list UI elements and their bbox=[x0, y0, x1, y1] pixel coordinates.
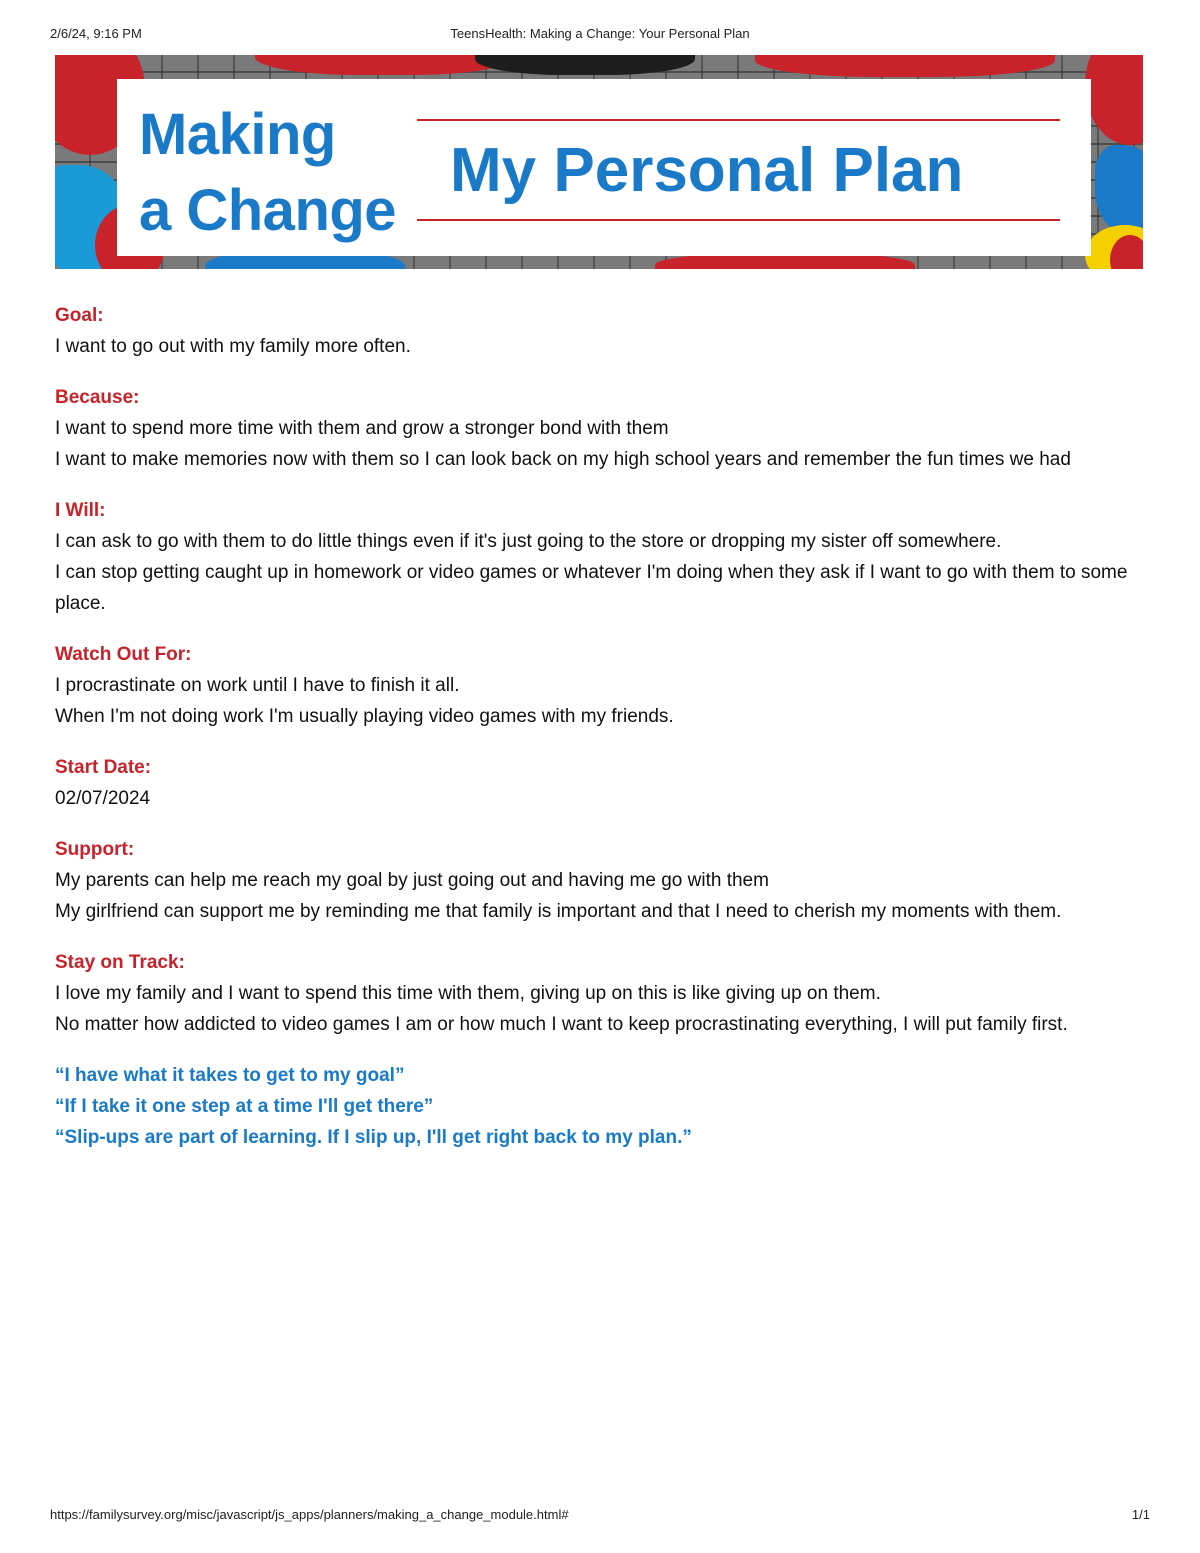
print-datetime: 2/6/24, 9:16 PM bbox=[50, 26, 142, 41]
banner bbox=[55, 55, 1143, 269]
banner-title-line2: a Change bbox=[139, 178, 397, 243]
section-label: Stay on Track: bbox=[55, 952, 185, 973]
section-text: I can stop getting caught up in homework or video games or whatever I'm doing when they ask if I want to go with them to some place. bbox=[55, 562, 1128, 614]
print-footer bbox=[0, 1507, 1200, 1527]
section-text: My parents can help me reach my goal by just going out and having me go with them bbox=[55, 870, 769, 891]
section-text: I can ask to go with them to do little things even if it's just going to the store or dropping my sister off somewhere. bbox=[55, 531, 1002, 552]
banner-title bbox=[139, 97, 396, 249]
banner-title-line1: Making bbox=[139, 102, 336, 167]
plan-section bbox=[55, 382, 1155, 475]
affirmation-quotes bbox=[55, 1060, 1155, 1153]
plan-section bbox=[55, 752, 1155, 814]
plan-section bbox=[55, 639, 1155, 732]
graffiti-shape bbox=[475, 55, 695, 75]
banner-title-card bbox=[117, 79, 1091, 256]
graffiti-shape bbox=[1095, 145, 1143, 235]
plan-section bbox=[55, 947, 1155, 1040]
affirmation-quote: “I have what it takes to get to my goal” bbox=[55, 1065, 405, 1086]
print-header bbox=[0, 26, 1200, 46]
plan-sections bbox=[55, 300, 1155, 1040]
print-page-title: TeensHealth: Making a Change: Your Personal Plan bbox=[450, 26, 750, 41]
plan-content bbox=[55, 300, 1155, 1153]
section-text: No matter how addicted to video games I am or how much I want to keep procrastinating everything, I will put family first. bbox=[55, 1014, 1068, 1035]
section-text: I love my family and I want to spend this time with them, giving up on this is like giving up on them. bbox=[55, 983, 881, 1004]
section-text: I want to spend more time with them and grow a stronger bond with them bbox=[55, 418, 669, 439]
section-text: My girlfriend can support me by reminding me that family is important and that I need to cherish my moments with them. bbox=[55, 901, 1062, 922]
plan-section bbox=[55, 834, 1155, 927]
section-text: I procrastinate on work until I have to finish it all. bbox=[55, 675, 460, 696]
print-page-number: 1/1 bbox=[1131, 1507, 1150, 1522]
graffiti-shape bbox=[755, 55, 1055, 77]
affirmation-quote: “Slip-ups are part of learning. If I slip up, I'll get right back to my plan.” bbox=[55, 1127, 692, 1148]
print-url: https://familysurvey.org/misc/javascript/js_apps/planners/making_a_change_module.html# bbox=[50, 1507, 569, 1522]
section-text: 02/07/2024 bbox=[55, 788, 151, 809]
plan-section bbox=[55, 300, 1155, 362]
banner-subtitle: My Personal Plan bbox=[450, 136, 964, 205]
banner-rule-top bbox=[417, 119, 1060, 121]
section-text: When I'm not doing work I'm usually playing video games with my friends. bbox=[55, 706, 674, 727]
section-label: Watch Out For: bbox=[55, 644, 192, 665]
section-text: I want to make memories now with them so I can look back on my high school years and remember the fun times we had bbox=[55, 449, 1071, 470]
section-label: I Will: bbox=[55, 500, 106, 521]
plan-section bbox=[55, 495, 1155, 619]
banner-rule-bottom bbox=[417, 219, 1060, 221]
graffiti-shape bbox=[1085, 55, 1143, 145]
section-label: Goal: bbox=[55, 305, 104, 326]
section-label: Start Date: bbox=[55, 757, 152, 778]
section-label: Support: bbox=[55, 839, 135, 860]
section-label: Because: bbox=[55, 387, 140, 408]
section-text: I want to go out with my family more often. bbox=[55, 336, 411, 357]
affirmation-quote: “If I take it one step at a time I'll get there” bbox=[55, 1096, 434, 1117]
